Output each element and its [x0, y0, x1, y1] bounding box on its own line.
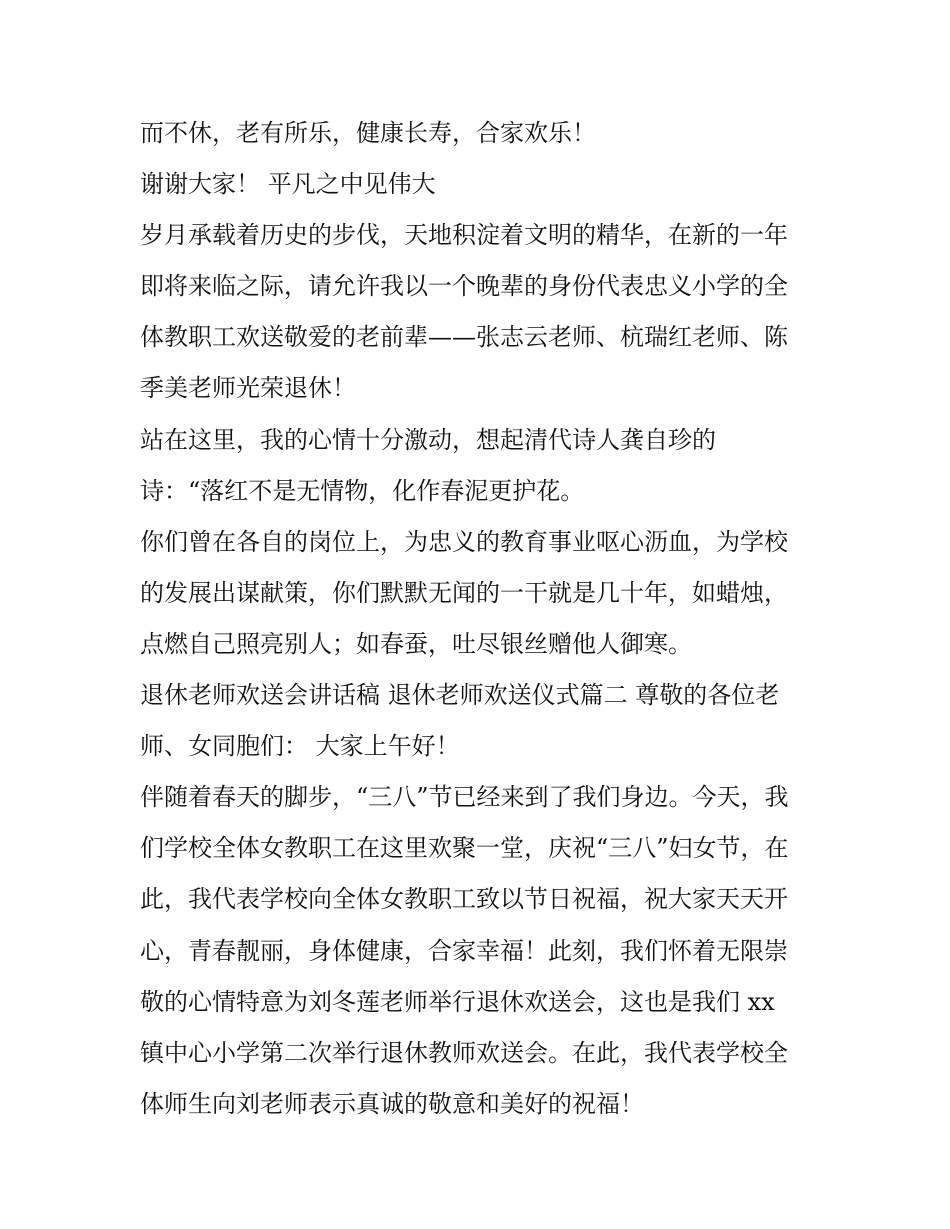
text-line: 的发展出谋献策，你们默默无闻的一干就是几十年，如蜡烛， — [140, 578, 788, 607]
text-line: 而不休，老有所乐，健康长寿，合家欢乐！ — [140, 119, 596, 147]
text-line: 退休老师欢送会讲话稿 退休老师欢送仪式篇二 尊敬的各位老 — [140, 681, 780, 710]
text-line: 站在这里，我的心情十分激动，想起清代诗人龚自珍的 — [140, 425, 716, 454]
text-line: 体教职工欢送敬爱的老前辈——张志云老师、杭瑞红老师、陈 — [140, 323, 788, 352]
document-body — [140, 108, 830, 1130]
text-line: 师、女同胞们： 大家上午好！ — [140, 732, 460, 761]
text-line: 心，青春靓丽，身体健康，合家幸福！此刻，我们怀着无限崇 — [140, 936, 788, 965]
text-line: 季美老师光荣退休！ — [140, 374, 356, 403]
text-line: 敬的心情特意为刘冬莲老师举行退休欢送会，这也是我们 xx — [140, 987, 775, 1016]
text-line: 你们曾在各自的岗位上，为忠义的教育事业呕心沥血，为学校 — [140, 527, 788, 556]
text-line: 即将来临之际，请允许我以一个晚辈的身份代表忠义小学的全 — [140, 272, 788, 301]
text-line: 伴随着春天的脚步，“三八”节已经来到了我们身边。今天，我 — [140, 783, 789, 812]
text-line: 岁月承载着历史的步伐，天地积淀着文明的精华，在新的一年 — [140, 221, 788, 250]
text-line: 镇中心小学第二次举行退休教师欢送会。在此，我代表学校全 — [140, 1038, 788, 1067]
text-line: 点燃自己照亮别人；如春蚕，吐尽银丝赠他人御寒。 — [140, 629, 692, 658]
text-line: 谢谢大家！ 平凡之中见伟大 — [140, 170, 436, 199]
text-line: 们学校全体女教职工在这里欢聚一堂，庆祝“三八”妇女节，在 — [140, 834, 789, 863]
text-line: 此，我代表学校向全体女教职工致以节日祝福，祝大家天天开 — [140, 885, 788, 914]
text-line: 诗：“落红不是无情物，化作春泥更护花。 — [140, 476, 585, 505]
text-line: 体师生向刘老师表示真诚的敬意和美好的祝福！ — [140, 1089, 644, 1118]
